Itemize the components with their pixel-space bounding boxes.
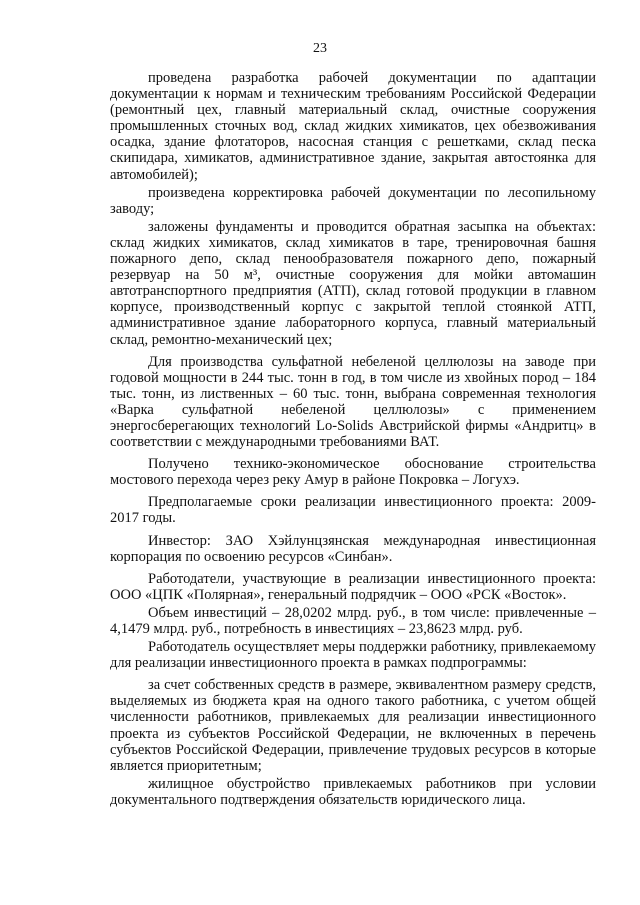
page-number: 23 <box>313 41 327 56</box>
paragraph-housing: жилищное обустройство привлекаемых работников при условии документального подтверждения обязательств юридического лица. <box>110 775 596 808</box>
page-body <box>110 70 596 810</box>
paragraph-project-terms: Предполагаемые сроки реализации инвестиционного проекта: 2009-2017 годы. <box>110 494 596 527</box>
paragraph-documentation-adaptation: проведена разработка рабочей документации по адаптации документации к нормам и техническим требованиям Российской Федерации (ремонтный цех, главный материальный склад, очистные сооружения промышленных сточных вод, склад жидких химикатов, цех обезвоживания осадка, здание флотаторов, насосная станция с решетками, склад песка скипидара, химикатов, административное здание, закрытая автостоянка для автомобилей); <box>110 70 596 183</box>
paragraph-sawmill-correction: произведена корректировка рабочей документации по лесопильному заводу; <box>110 184 596 217</box>
paragraph-investor: Инвестор: ЗАО Хэйлунцзянская международная инвестиционная корпорация по освоению ресурсов «Синбан». <box>110 532 596 565</box>
paragraph-own-funds: за счет собственных средств в размере, эквивалентном размеру средств, выделяемых из бюджета края на одного такого работника, с учетом общей численности работников, привлекаемых для реализации инвестиционного проекта из субъектов Российской Федерации, не включенных в перечень субъектов Российской Федерации, привлечение трудовых ресурсов в которые является приоритетным; <box>110 677 596 774</box>
paragraph-employers: Работодатели, участвующие в реализации инвестиционного проекта: ООО «ЦПК «Полярная», генеральный подрядчик – ООО «РСК «Восток». <box>110 570 596 603</box>
paragraph-investment-volume: Объем инвестиций – 28,0202 млрд. руб., в том числе: привлеченные – 4,1479 млрд. руб., потребность в инвестициях – 23,8623 млрд. руб. <box>110 604 596 637</box>
paragraph-foundations: заложены фундаменты и проводится обратная засыпка на объектах: склад жидких химикатов, склад химикатов в таре, тренировочная башня пожарного депо, склад пенообразователя пожарного депо, пожарный резервуар на 50 м³, очистные сооружения для мойки автомашин автотранспортного предприятия (АТП), склад готовой продукции в главном корпусе, производственный корпус с закрытой теплой стоянкой АТП, административное здание лабораторного корпуса, главный материальный склад, ремонтно-механический цех; <box>110 218 596 348</box>
paragraph-cellulose-technology: Для производства сульфатной небеленой целлюлозы на заводе при годовой мощности в 244 тыс. тонн в год, в том числе из хвойных пород – 184 тыс. тонн, из лиственных – 60 тыс. тонн, выбрана современная технология «Варка сульфатной небеленой целлюлозы» с применением энергосберегающих технологий Lo-Solids Австрийской фирмы «Андритц» в соответствии с международными требованиями ВАТ. <box>110 353 596 451</box>
paragraph-support-measures: Работодатель осуществляет меры поддержки работнику, привлекаемому для реализации инвестиционного проекта в рамках подпрограммы: <box>110 639 596 672</box>
paragraph-bridge-feasibility: Получено технико-экономическое обоснование строительства мостового перехода через реку Амур в районе Покровка – Логухэ. <box>110 456 596 489</box>
